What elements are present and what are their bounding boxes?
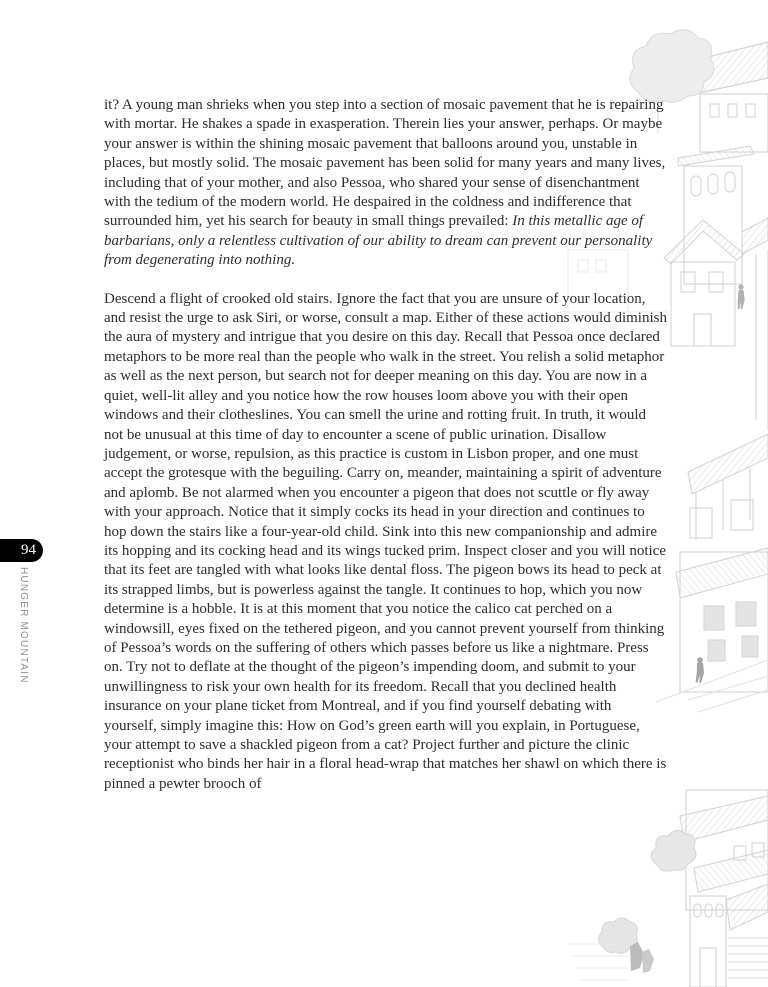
page-number-tab: [0, 539, 43, 562]
page-number: 94: [21, 542, 36, 558]
pessoa-quote-italic: In this metallic age of barbarians, only a relentless cultivation of our ability to dream can prevent our personality from degenerating into nothing.: [104, 213, 653, 269]
paragraph-1-regular: it? A young man shrieks when you step into a section of mosaic pavement that he is repairing with mortar. He shakes a spade in exasperation. Therein lies your answer, perhaps. Or maybe your answer is within the shining mosaic pavement that balloons around you, unstable in places, but mostly solid. The mosaic pavement has been solid for many years and many lives, including that of your mother, and also Pessoa, who shared your sense of disenchantment with the tedium of the modern world. He despaired in the coldness and indifference that surrounded him, yet his search for beauty in small things prevailed:: [104, 97, 666, 230]
publication-title-vertical: HUNGER MOUNTAIN: [18, 567, 29, 684]
paragraph-2: Descend a flight of crooked old stairs. Ignore the fact that you are unsure of your location, and resist the urge to ask Siri, or worse, consult a map. Either of these actions would diminish the aura of mystery and intrigue that you desire on this day. Recall that Pessoa once declared metaphors to be more real than the people who walk in the street. You relish a solid metaphor as well as the next person, but search not for deeper meaning on this day. You are now in a quiet, well-lit alley and you notice how the row houses loom above you with their open windows and their clotheslines. You can smell the urine and rotting fruit. In truth, it would not be unusual at this time of day to encounter a scene of public urination. Disallow judgement, or worse, repulsion, as this practice is custom in Lisbon proper, and one must accept the grotesque with the beguiling. Carry on, meander, maintaining a spirit of adventure and aplomb. Be not alarmed when you encounter a pigeon that does not scuttle or fly away with your approach. Notice that it simply cocks its head in your direction and continues to hop down the stairs like a four-year-old child. Sink into this new companionship and admire its hopping and its cocking head and its wings tucked prim. Inspect closer and you will notice that its feet are tangled with what looks like dental floss. The pigeon bows its head to peck at its strapped limbs, but is powerless against the tangle. It continues to hop, which you now determine is a hobble. It is at this moment that you notice the calico cat perched on a windowsill, eyes fixed on the tethered pigeon, and you cannot prevent yourself from thinking of Pessoa’s words on the suffering of others which passes before us like a nightmare. Press on. Try not to deflate at the thought of the pigeon’s impending doom, and submit to your unwillingness to risk your own health for its freedom. Recall that you declined health insurance on your plane ticket from Montreal, and if you find yourself debating with yourself, simply imagine this: How on God’s green earth will you explain, in Portuguese, your attempt to save a shackled pigeon from a cat? Project further and picture the clinic receptionist who binds her hair in a floral head-wrap that matches her shawl on which there is pinned a pewter brooch of: [104, 290, 667, 792]
paragraph-1: [104, 96, 667, 271]
pedestrian-figure-icon: [696, 657, 704, 683]
pedestrian-figure-icon: [738, 284, 745, 309]
body-text-column: [104, 96, 667, 813]
